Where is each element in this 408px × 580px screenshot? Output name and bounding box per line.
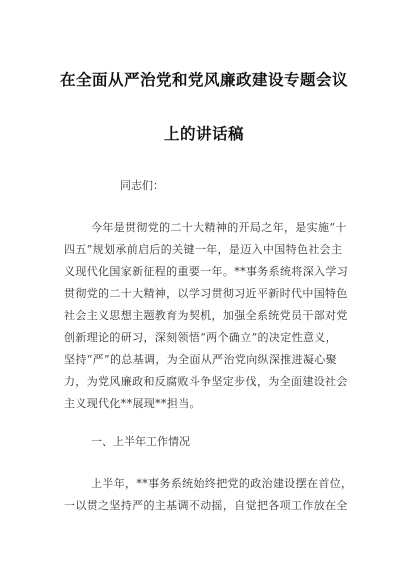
document-title-line-2: 上的讲话稿 (163, 125, 244, 143)
document-title-line-1: 在全面从严治党和党风廉政建设专题会议 (59, 71, 348, 89)
paragraph-1-line: 力，为党风廉政和反腐败斗争坚定步伐，为全面建设社会 (64, 375, 348, 388)
paragraph-2-line: 一以贯之坚持严的主基调不动摇，自觉把各项工作放在全 (64, 499, 348, 512)
section-heading: 一、上半年工作情况 (91, 435, 190, 448)
paragraph-1-line: 坚持“严”的总基调，为全面从严治党向纵深推进凝心聚 (64, 353, 337, 366)
paragraph-1-line: 今年是贯彻党的二十大精神的开局之年，是实施“十 (91, 221, 347, 234)
salutation: 同志们： (120, 179, 164, 192)
paragraph-1-line: 创新理论的研习，深刻领悟“两个确立”的决定性意义， (64, 331, 337, 344)
paragraph-1-line: 主义现代化**展现**担当。 (64, 397, 201, 410)
paragraph-1-line: 四五”规划承前启后的关键一年，是迈入中国特色社会主 (64, 243, 343, 256)
paragraph-2-line: 上半年，**事务系统始终把党的政治建设摆在首位， (91, 477, 353, 490)
paragraph-1-line: 贯彻党的二十大精神，以学习贯彻习近平新时代中国特色 (64, 287, 348, 300)
paragraph-1-line: 义现代化国家新征程的重要一年。**事务系统将深入学习 (64, 265, 349, 278)
paragraph-1-line: 社会主义思想主题教育为契机，加强全系统党员干部对党 (64, 309, 348, 322)
